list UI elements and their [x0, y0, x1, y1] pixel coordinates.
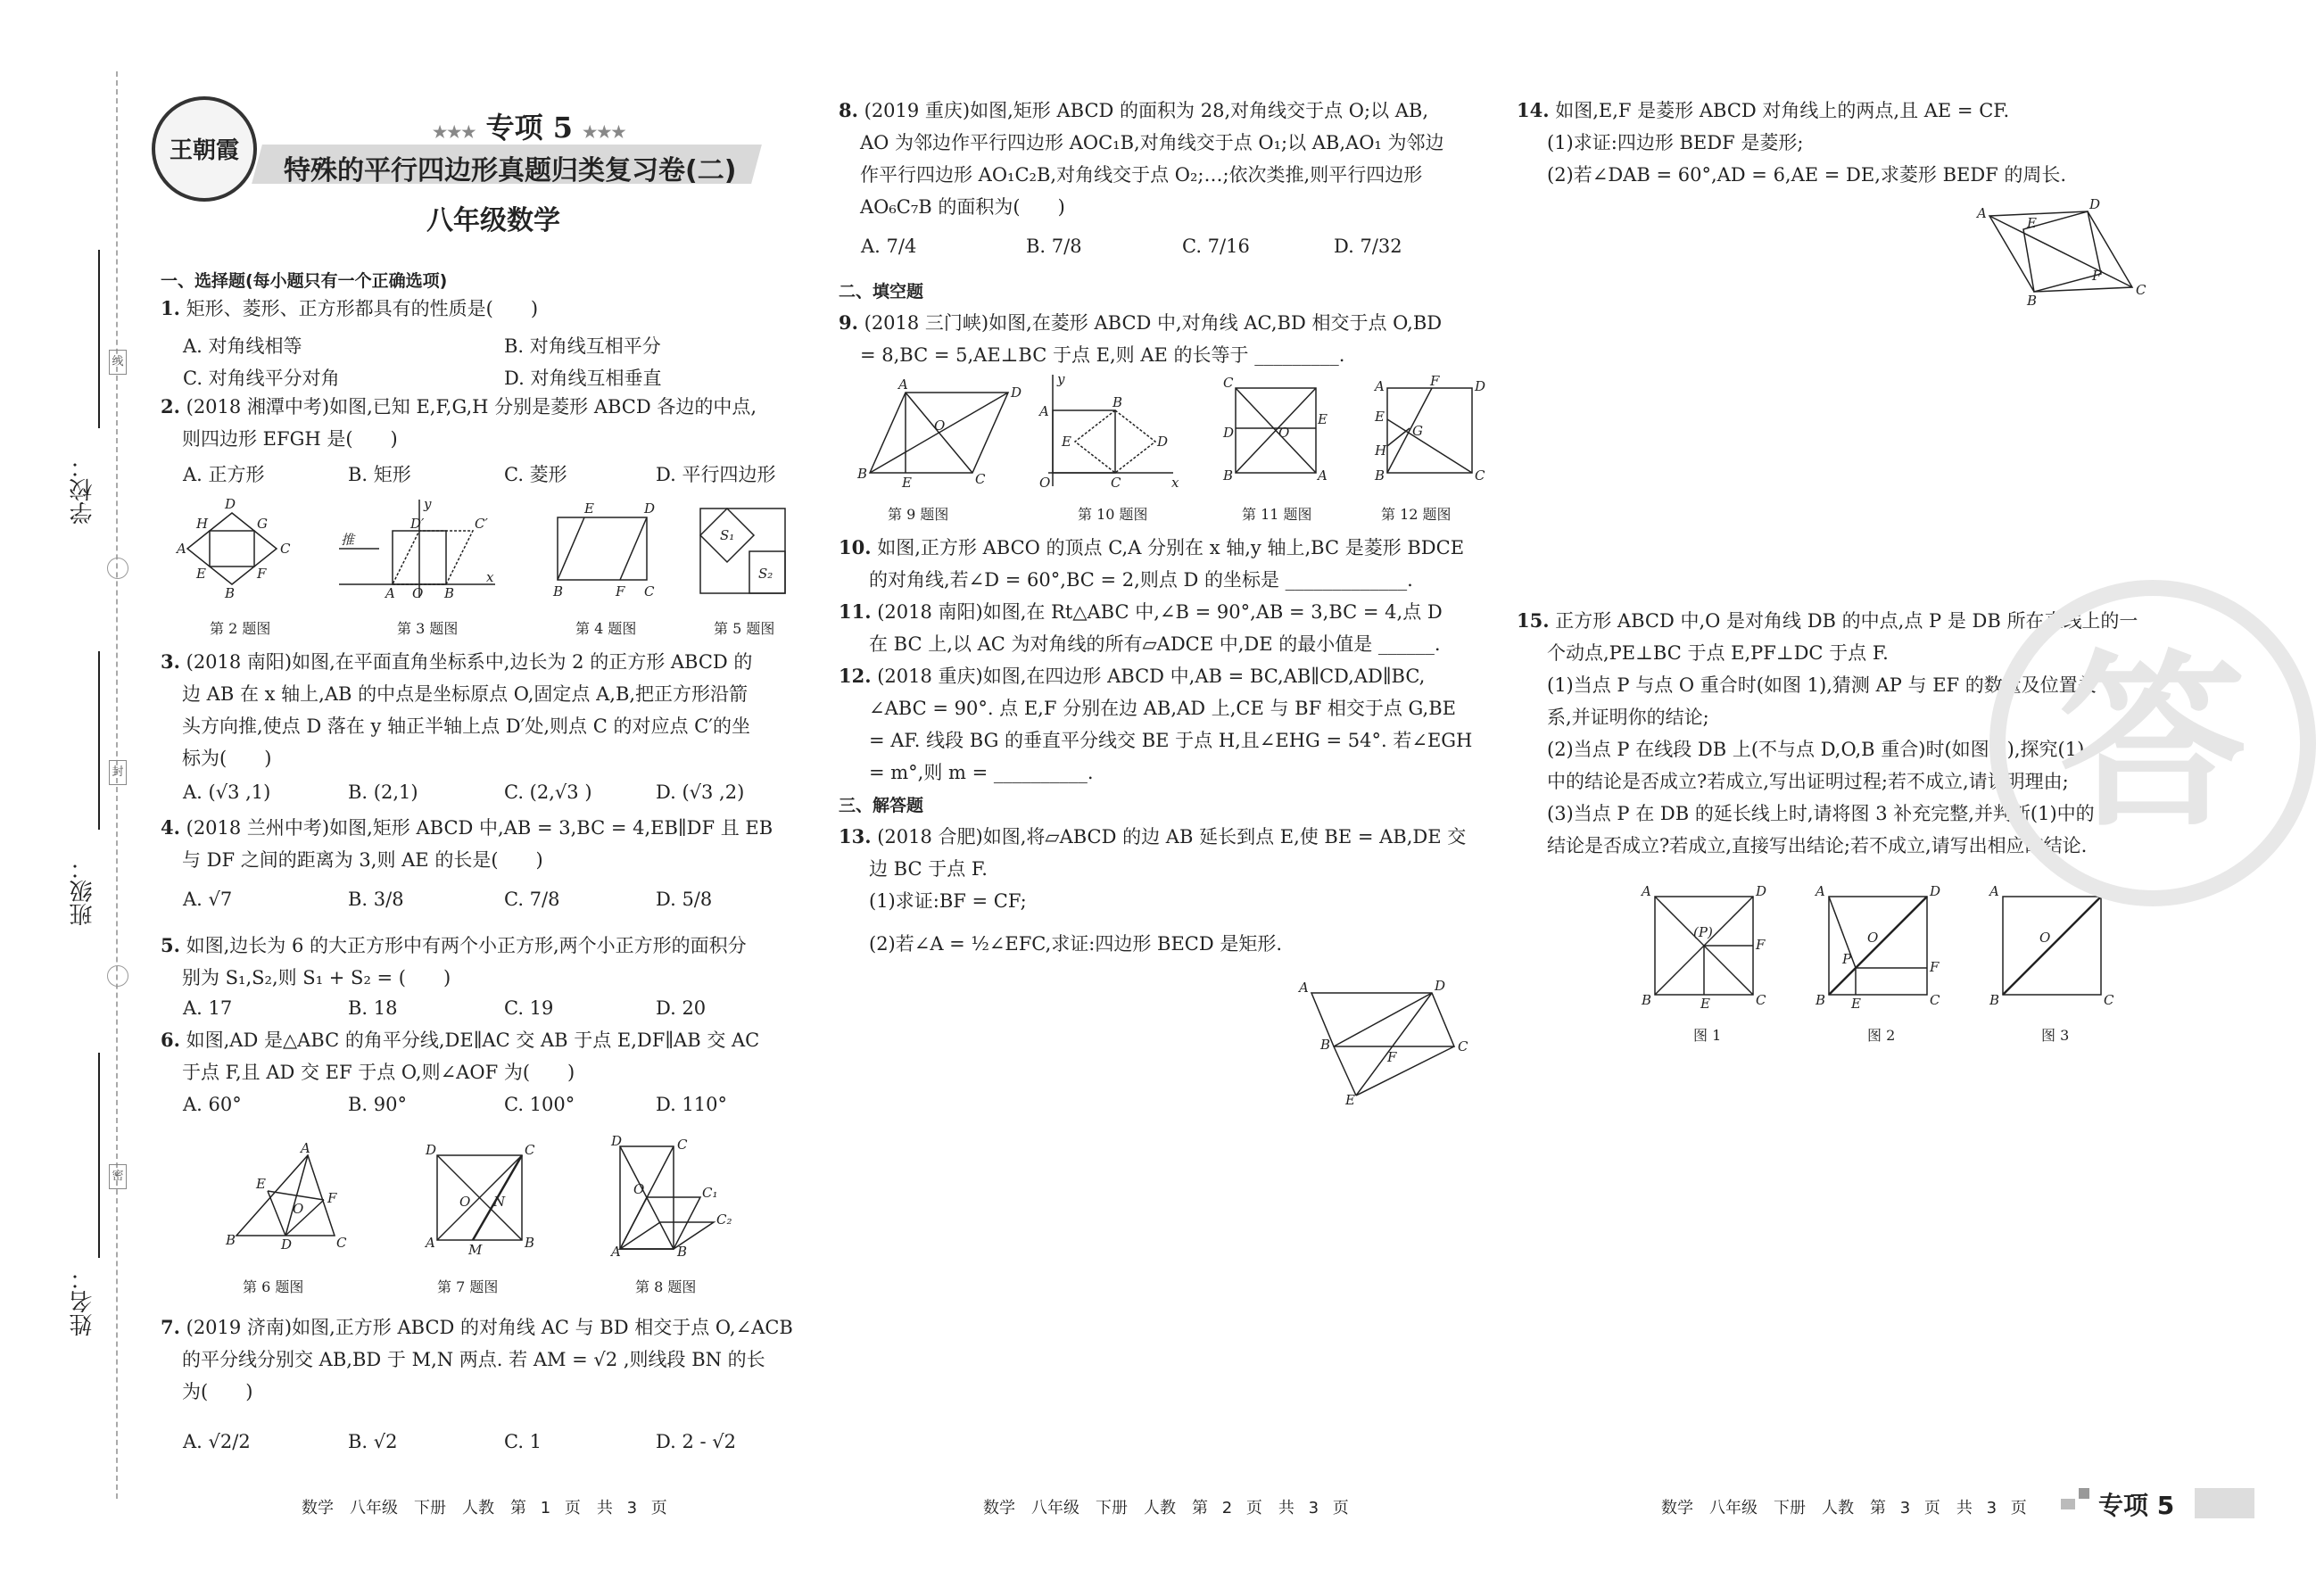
svg-text:C: C [280, 541, 291, 557]
svg-text:y: y [1057, 371, 1065, 387]
svg-text:D: D [1435, 978, 1446, 994]
svg-text:G: G [1412, 423, 1423, 439]
svg-text:C: C [975, 471, 986, 487]
svg-text:E: E [584, 500, 594, 517]
section-fill: 二、填空题 [839, 282, 924, 302]
footer-decoration [2079, 1488, 2089, 1499]
figure-15-2 [1814, 883, 1940, 1012]
caption-q9: 第 9 题图 [888, 506, 949, 523]
figures-q15 [1633, 883, 2132, 1017]
svg-text:B: B [1375, 467, 1385, 484]
figure-q6 [225, 1140, 347, 1253]
q3-option-b: B. (2,1) [348, 781, 418, 803]
svg-text:E: E [1851, 996, 1861, 1012]
svg-text:D: D [644, 500, 656, 517]
svg-text:C: C [1475, 467, 1485, 484]
q3-option-d: D. (√3 ,2) [656, 781, 745, 803]
caption-fig2: 图 2 [1867, 1027, 1896, 1044]
svg-text:O: O [1278, 425, 1290, 441]
svg-text:F: F [1930, 959, 1940, 975]
svg-text:A: A [1977, 205, 1987, 221]
svg-text:N: N [493, 1194, 506, 1210]
figure-q2 [175, 496, 291, 601]
name-line [98, 1053, 100, 1258]
svg-text:C: C [1458, 1038, 1468, 1054]
star-icon: ★★★ [583, 123, 626, 142]
q1-option-d: D. 对角线互相垂直 [504, 368, 662, 389]
svg-text:C: C [1930, 992, 1940, 1008]
figure-15-3 [1988, 883, 2114, 1008]
caption-q3: 第 3 题图 [397, 620, 459, 637]
svg-text:F: F [1387, 1049, 1397, 1065]
q6-option-a: A. 60° [183, 1094, 242, 1115]
figure-q4 [552, 500, 655, 600]
question-13: 13. (2018 合肥)如图,将▱ABCD 的边 AB 延长到点 E,使 BE = AB,DE 交 边 BC 于点 F. (1)求证:BF = CF; (2)若∠A = ½∠EFC,求证:四边形 BECD 是矩形. [839, 825, 1467, 955]
svg-text:G: G [257, 516, 268, 532]
svg-text:B: B [1989, 992, 2000, 1008]
footer-tab-bar [2195, 1488, 2254, 1518]
footer-series-tag: 专项 5 [2098, 1491, 2175, 1520]
q4-option-d: D. 5/8 [656, 889, 713, 910]
page-title: 特殊的平行四边形真题归类复习卷(二) [284, 155, 737, 186]
q8-option-a: A. 7/4 [861, 236, 917, 257]
svg-text:推: 推 [341, 532, 355, 548]
caption-q12: 第 12 题图 [1381, 506, 1452, 523]
svg-text:S₁: S₁ [720, 527, 735, 543]
svg-text:O: O [633, 1181, 645, 1197]
q2-option-d: D. 平行四边形 [656, 464, 776, 485]
svg-text:C′: C′ [475, 516, 488, 532]
svg-text:E: E [1062, 434, 1071, 450]
q7-option-c: C. 1 [504, 1431, 542, 1452]
figure-q5 [700, 509, 785, 593]
svg-text:D: D [2089, 196, 2101, 212]
q1-option-c: C. 对角线平分对角 [183, 368, 340, 389]
figure-q9 [856, 376, 1022, 491]
footer-decoration [2061, 1499, 2075, 1509]
class-label: 班级： [70, 856, 96, 926]
figure-q10 [1038, 371, 1179, 491]
binding-hole [107, 558, 128, 579]
q3-option-a: A. (√3 ,1) [183, 781, 271, 803]
binding-hole [107, 965, 128, 987]
figure-15-1 [1640, 883, 1766, 1012]
q5-option-a: A. 17 [183, 997, 233, 1019]
svg-text:E: E [902, 475, 912, 491]
svg-text:A: A [1039, 403, 1049, 419]
svg-text:A: A [1318, 467, 1328, 484]
svg-text:O: O [412, 585, 424, 601]
question-9: 9. (2018 三门峡)如图,在菱形 ABCD 中,对角线 AC,BD 相交于点 O,BD = 8,BC = 5,AE⊥BC 于点 E,则 AE 的长等于 _________. [839, 311, 1443, 366]
figure-q7 [424, 1142, 535, 1258]
svg-text:B: B [677, 1244, 688, 1260]
caption-q11: 第 11 题图 [1242, 506, 1312, 523]
caption-fig3: 图 3 [2041, 1027, 2070, 1044]
q6-option-d: D. 110° [656, 1094, 728, 1115]
q4-option-a: A. √7 [183, 889, 233, 910]
svg-text:A: A [301, 1140, 310, 1156]
svg-text:F: F [1756, 937, 1766, 953]
svg-text:A: A [1299, 980, 1309, 996]
binding-cut-line [116, 71, 118, 1499]
caption-q4: 第 4 题图 [575, 620, 637, 637]
svg-text:D: D [2104, 883, 2115, 899]
q4-option-c: C. 7/8 [504, 889, 560, 910]
svg-text:E: E [2027, 215, 2037, 231]
svg-text:O: O [2039, 930, 2051, 946]
svg-text:F: F [616, 583, 625, 600]
svg-text:C: C [525, 1142, 535, 1158]
q4-option-b: B. 3/8 [348, 889, 404, 910]
svg-text:A: A [177, 541, 186, 557]
svg-text:D: D [281, 1236, 293, 1253]
svg-text:D: D [225, 496, 236, 512]
q5-option-c: C. 19 [504, 997, 554, 1019]
svg-text:C: C [1111, 475, 1121, 491]
svg-text:A: A [611, 1244, 621, 1260]
page-subtitle: 八年级数学 [426, 205, 560, 236]
svg-text:O: O [293, 1201, 304, 1217]
svg-text:(P): (P) [1693, 924, 1713, 940]
q3-option-c: C. (2,√3 ) [504, 781, 592, 803]
svg-text:x: x [486, 569, 494, 585]
school-line [98, 250, 100, 428]
question-3: 3. (2018 南阳)如图,在平面直角坐标系中,边长为 2 的正方形 ABCD 的 边 AB 在 x 轴上,AB 的中点是坐标原点 O,固定点 A,B,把正方形沿箭 头方向推,使点 D 落在 y 轴正半轴上点 D′处,则点 C 的对应点 C′的坐 标为( ) [161, 650, 753, 769]
svg-text:C: C [677, 1137, 688, 1153]
svg-text:B: B [1320, 1037, 1331, 1053]
svg-text:A: A [898, 376, 908, 393]
question-2: 2. (2018 湘潭中考)如图,已知 E,F,G,H 分别是菱形 ABCD 各边的中点, 则四边形 EFGH 是( ) [161, 395, 757, 450]
svg-text:B: B [525, 1235, 535, 1251]
svg-text:D: D [1223, 425, 1235, 441]
brand-logo: 王朝霞 [152, 96, 257, 202]
q7-option-a: A. √2/2 [183, 1431, 251, 1452]
svg-text:y: y [424, 496, 432, 512]
figure-q8 [609, 1133, 732, 1260]
svg-text:E: E [256, 1176, 266, 1192]
svg-text:B: B [857, 466, 868, 482]
q2-option-a: A. 正方形 [183, 464, 265, 485]
class-line [98, 651, 100, 830]
svg-text:B: B [225, 585, 236, 601]
question-11: 11. (2018 南阳)如图,在 Rt△ABC 中,∠B = 90°,AB = 3,BC = 4,点 D 在 BC 上,以 AC 为对角线的所有▱ADCE 中,DE 的最小值是 ______. [839, 600, 1443, 655]
svg-text:x: x [1171, 475, 1179, 491]
svg-text:B: B [2027, 293, 2038, 309]
svg-text:A: A [426, 1235, 435, 1251]
figures-row-3 [852, 371, 1494, 491]
figure-q13 [1294, 978, 1472, 1108]
question-7: 7. (2019 济南)如图,正方形 ABCD 的对角线 AC 与 BD 相交于点 O,∠ACB 的平分线分别交 AB,BD 于 M,N 两点. 若 AM = √2 ,则线段 BN 的长 为( ) [161, 1316, 793, 1402]
svg-text:C: C [2104, 992, 2114, 1008]
caption-fig1: 图 1 [1693, 1027, 1722, 1044]
svg-text:M: M [468, 1242, 483, 1258]
q6-option-c: C. 100° [504, 1094, 575, 1115]
svg-text:C: C [1223, 375, 1234, 391]
caption-q2: 第 2 题图 [210, 620, 271, 637]
svg-text:B: B [1642, 992, 1652, 1008]
svg-text:E: E [1345, 1092, 1355, 1108]
question-1: 1. 矩形、菱形、正方形都具有的性质是( ) [161, 297, 539, 319]
footer-page-3: 数学 八年级 下册 人教 第 3 页 共 3 页 [1661, 1499, 2027, 1517]
footer-page-2: 数学 八年级 下册 人教 第 2 页 共 3 页 [983, 1499, 1349, 1517]
svg-text:H: H [1375, 442, 1387, 459]
svg-text:F: F [327, 1190, 337, 1206]
q8-option-b: B. 7/8 [1026, 236, 1082, 257]
svg-text:D′: D′ [410, 516, 425, 532]
svg-text:F: F [257, 566, 267, 582]
question-4: 4. (2018 兰州中考)如图,矩形 ABCD 中,AB = 3,BC = 4,EB∥DF 且 EB 与 DF 之间的距离为 3,则 AE 的长是( ) [161, 816, 773, 871]
q5-option-b: B. 18 [348, 997, 398, 1019]
svg-text:B: B [1223, 467, 1234, 484]
question-6: 6. 如图,AD 是△ABC 的角平分线,DE∥AC 交 AB 于点 E,DF∥AB 交 AC 于点 F,且 AD 交 EF 于点 O,则∠AOF 为( ) [161, 1029, 760, 1083]
footer-page-1: 数学 八年级 下册 人教 第 1 页 共 3 页 [302, 1499, 667, 1517]
question-12: 12. (2018 重庆)如图,在四边形 ABCD 中,AB = BC,AB∥CD,AD∥BC, ∠ABC = 90°. 点 E,F 分别在边 AB,AD 上,CE 与 BF 相交于点 G,BE = AF. 线段 BG 的垂直平分线交 BE 于点 H,且∠EHG = 54°. 若∠EGH = m°,则 m = __________. [839, 665, 1473, 783]
svg-text:O: O [459, 1194, 471, 1210]
svg-text:A: A [1642, 883, 1651, 899]
svg-text:O: O [1867, 930, 1879, 946]
star-icon: ★★★ [433, 123, 476, 142]
q8-option-c: C. 7/16 [1182, 236, 1250, 257]
svg-text:C₂: C₂ [716, 1211, 732, 1228]
svg-text:O: O [934, 418, 946, 434]
svg-text:B: B [1113, 394, 1123, 410]
q7-option-b: B. √2 [348, 1431, 398, 1452]
svg-text:O: O [1039, 475, 1051, 491]
figure-q11 [1222, 375, 1328, 484]
binding-mark-line: 线 [109, 350, 127, 375]
svg-text:B: B [226, 1232, 236, 1248]
q6-option-b: B. 90° [348, 1094, 408, 1115]
q1-option-a: A. 对角线相等 [183, 335, 302, 357]
q2-option-b: B. 矩形 [348, 464, 411, 485]
figure-q14 [1972, 196, 2150, 309]
figures-row-2 [219, 1133, 754, 1260]
question-10: 10. 如图,正方形 ABCO 的顶点 C,A 分别在 x 轴,y 轴上,BC 是菱形 BDCE 的对角线,若∠D = 60°,BC = 2,则点 D 的坐标是 _____________. [839, 536, 1465, 591]
question-5: 5. 如图,边长为 6 的大正方形中有两个小正方形,两个小正方形的面积分 别为 S₁,S₂,则 S₁ + S₂ = ( ) [161, 934, 747, 988]
svg-text:C: C [1756, 992, 1766, 1008]
caption-q6: 第 6 题图 [243, 1278, 304, 1295]
svg-text:D: D [1157, 434, 1169, 450]
figures-row-1 [170, 496, 812, 607]
binding-mark-secret: 密 [109, 1164, 127, 1189]
section-solve: 三、解答题 [839, 796, 924, 815]
q5-option-d: D. 20 [656, 997, 707, 1019]
svg-text:A: A [1816, 883, 1825, 899]
svg-text:E: E [1375, 409, 1385, 425]
series-label: ★★★ 专项 5 ★★★ [433, 111, 626, 145]
question-14: 14. 如图,E,F 是菱形 ABCD 对角线上的两点,且 AE = CF. (1)求证:四边形 BEDF 是菱形; (2)若∠DAB = 60°,AD = 6,AE = DE,求菱形 BEDF 的周长. [1517, 99, 2067, 186]
svg-text:F: F [2092, 268, 2102, 284]
svg-text:C₁: C₁ [702, 1185, 718, 1201]
svg-text:E: E [196, 566, 206, 582]
figure-q12 [1373, 373, 1485, 484]
svg-text:B: B [1816, 992, 1826, 1008]
caption-q7: 第 7 题图 [437, 1278, 499, 1295]
question-8: 8. (2019 重庆)如图,矩形 ABCD 的面积为 28,对角线交于点 O;以 AB, AO 为邻边作平行四边形 AOC₁B,对角线交于点 O₁;以 AB,AO₁ 为邻边 作平行四边形 AO₁C₂B,对角线交于点 O₂;…;依次类推,则平行四边形 AO₆C₇B 的面积为( ) [839, 99, 1444, 218]
q2-option-c: C. 菱形 [504, 464, 567, 485]
svg-text:F: F [1430, 373, 1440, 389]
svg-text:H: H [196, 516, 209, 532]
watermark-stamp: 答 [1989, 580, 2316, 906]
svg-text:D: D [1475, 378, 1486, 394]
svg-text:C: C [2136, 282, 2146, 298]
binding-mark-seal: 封 [109, 760, 127, 785]
svg-text:D: D [1930, 883, 1941, 899]
q7-option-d: D. 2 - √2 [656, 1431, 736, 1452]
svg-text:A: A [1375, 378, 1385, 394]
svg-text:B: B [444, 585, 455, 601]
svg-text:D: D [1011, 385, 1022, 401]
school-label: 学校： [70, 455, 96, 525]
svg-text:A: A [385, 585, 395, 601]
caption-q10: 第 10 题图 [1078, 506, 1148, 523]
svg-text:P: P [1842, 951, 1852, 967]
svg-text:C: C [644, 583, 655, 600]
svg-text:D: D [426, 1142, 437, 1158]
name-label: 姓名： [70, 1267, 96, 1336]
question-15: 15. 正方形 ABCD 中,O 是对角线 DB 的中点,点 P 是 DB 所在直线上的一 个动点,PE⊥BC 于点 E,PF⊥DC 于点 F. (1)当点 P 与点 O 重合时(如图 1),猜测 AP 与 EF 的数量及位置关 系,并证明你的结论; (2)当点 P 在线段 DB 上(不与点 D,O,B 重合)时(如图 2),探究(1) 中的结论是否成立?若成立,写出证明过程;若不成立,请说明理由; (3)当点 P 在 DB 的延长线上时,请将图 3 补充完整,并判断(1)中的 结论是否成立?若成立,直接写出结论;若不成立,请写出相应的结论. [1517, 609, 2138, 856]
svg-text:D: D [1756, 883, 1767, 899]
svg-text:S₂: S₂ [758, 566, 773, 582]
figure-q3 [339, 496, 495, 601]
q8-option-d: D. 7/32 [1334, 236, 1402, 257]
svg-text:D: D [611, 1133, 623, 1149]
svg-text:E: E [1700, 996, 1710, 1012]
svg-text:A: A [1989, 883, 1999, 899]
svg-text:C: C [336, 1235, 347, 1251]
section-choice: 一、选择题(每小题只有一个正确选项) [161, 271, 448, 291]
caption-q5: 第 5 题图 [714, 620, 775, 637]
caption-q8: 第 8 题图 [635, 1278, 697, 1295]
svg-text:E: E [1318, 411, 1328, 427]
svg-text:B: B [553, 583, 564, 600]
q1-option-b: B. 对角线互相平分 [504, 335, 661, 357]
